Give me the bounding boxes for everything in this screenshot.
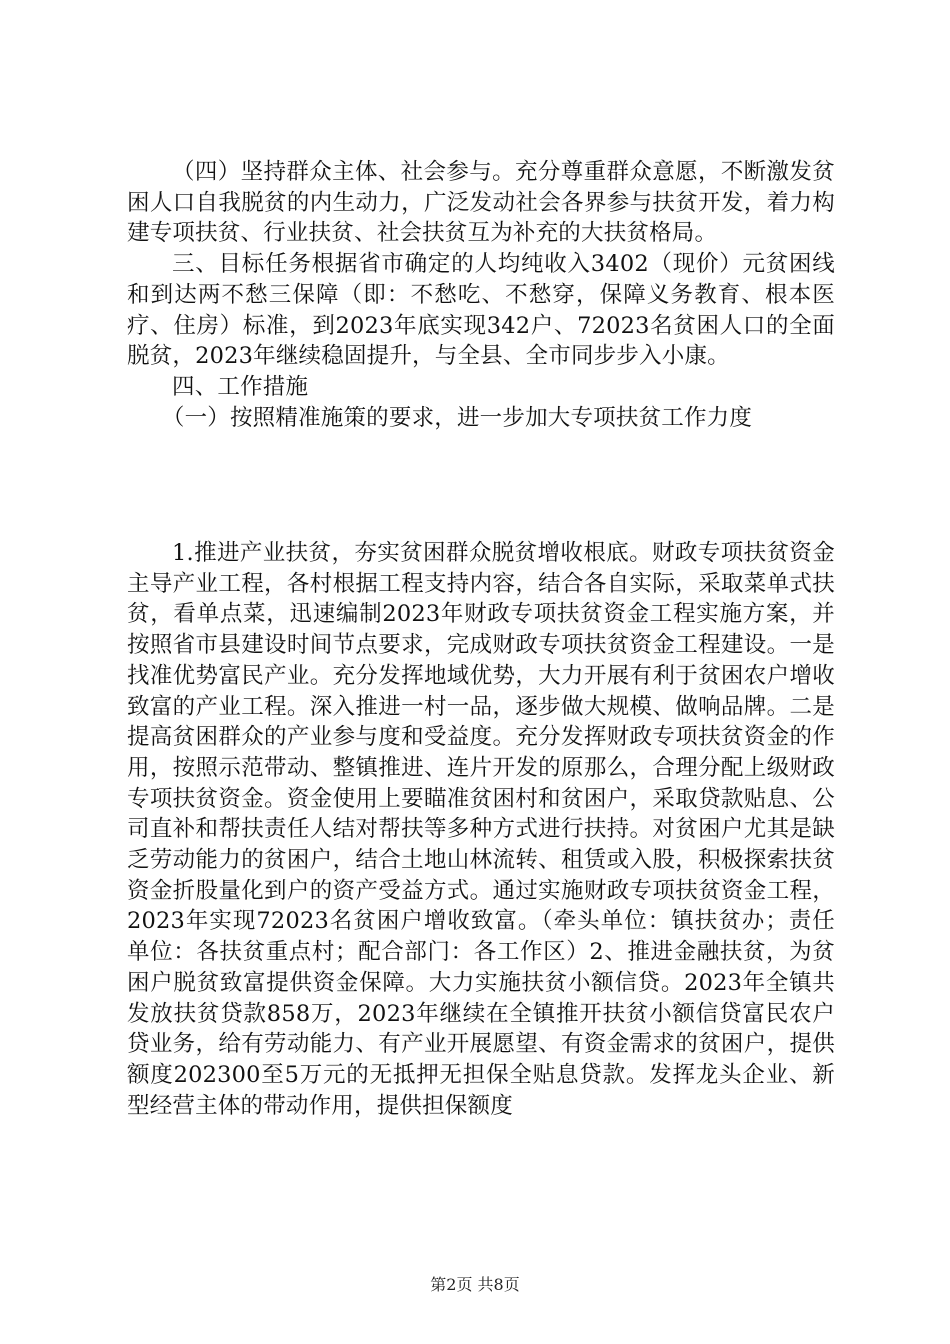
section-heading-measures: 四、工作措施 bbox=[172, 373, 309, 400]
text-block-upper bbox=[127, 157, 835, 433]
paragraph-goals: 三、目标任务根据省市确定的人均纯收入3402（现价）元贫困线和到达两不愁三保障（即：不愁吃、不愁穿，保障义务教育、根本医疗、住房）标准，到2023年底实现342户、72023名贫困人口的全面脱贫，2023年继续稳固提升，与全县、全市同步步入小康。 bbox=[127, 251, 835, 370]
subsection-heading-one: （一）按照精准施策的要求，进一步加大专项扶贫工作力度 bbox=[161, 404, 753, 431]
paragraph-industry-poverty-relief: 1.推进产业扶贫，夯实贫困群众脱贫增收根底。财政专项扶贫资金主导产业工程，各村根据工程支持内容，结合各自实际，采取菜单式扶贫，看单点菜，迅速编制2023年财政专项扶贫资金工程实施方案，并按照省市县建设时间节点要求，完成财政专项扶贫资金工程建设。一是找准优势富民产业。充分发挥地域优势，大力开展有利于贫困农户增收致富的产业工程。深入推进一村一品，逐步做大规模、做响品牌。二是提高贫困群众的产业参与度和受益度。充分发挥财政专项扶贫资金的作用，按照示范带动、整镇推进、连片开发的原那么，合理分配上级财政专项扶贫资金。资金使用上要瞄准贫困村和贫困户，采取贷款贴息、公司直补和帮扶责任人结对帮扶等多种方式进行扶持。对贫困户尤其是缺乏劳动能力的贫困户，结合土地山林流转、租赁或入股，积极探索扶贫资金折股量化到户的资产受益方式。通过实施财政专项扶贫资金工程，2023年实现72023名贫困户增收致富。（牵头单位：镇扶贫办；责任单位：各扶贫重点村；配合部门：各工作区）2、推进金融扶贫，为贫困户脱贫致富提供资金保障。大力实施扶贫小额信贷。2023年全镇共发放扶贫贷款858万，2023年继续在全镇推开扶贫小额信贷富民农户贷业务，给有劳动能力、有产业开展愿望、有资金需求的贫困户，提供额度202300至5万元的无抵押无担保全贴息贷款。发挥龙头企业、新型经营主体的带动作用，提供担保额度 bbox=[127, 540, 835, 1119]
page-number-label: 第2页 共8页 bbox=[430, 1275, 520, 1294]
text-block-lower bbox=[127, 538, 835, 1121]
paragraph-principle-four: （四）坚持群众主体、社会参与。充分尊重群众意愿，不断激发贫困人口自我脱贫的内生动力，广泛发动社会各界参与扶贫开发，着力构建专项扶贫、行业扶贫、社会扶贫互为补充的大扶贫格局。 bbox=[127, 159, 835, 247]
page-footer bbox=[0, 1275, 950, 1295]
